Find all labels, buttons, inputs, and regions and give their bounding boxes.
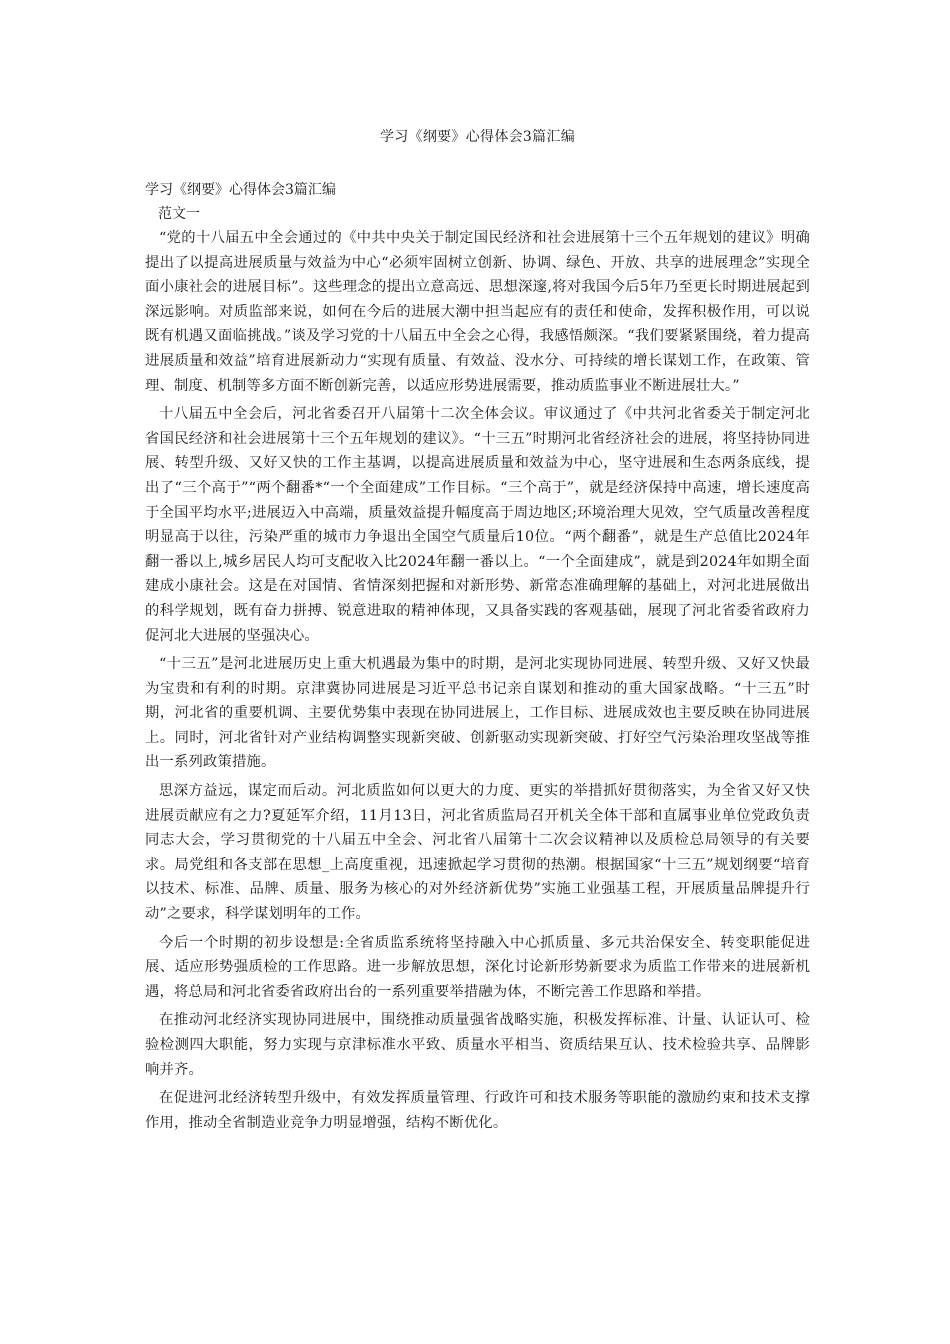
document-body	[145, 226, 810, 1139]
document-title: 学习《纲要》心得体会3篇汇编	[379, 129, 576, 145]
paragraph: “十三五”是河北进展历史上重大机遇最为集中的时期，是河北实现协同进展、转型升级、又好又快最为宝贵和有利的时期。京津冀协同进展是习近平总书记亲自谋划和推动的重大国家战略。“十三五”时期，河北省的重要机调、主要优势集中表现在协同进展上，工作目标、进展成效也主要反映在协同进展上。同时，河北省针对产业结构调整实现新突破、创新驱动实现新突破、打好空气污染治理攻坚战等推出一系列政策措施。	[145, 656, 810, 771]
section-label: 范文一	[158, 206, 200, 222]
paragraph: 在推动河北经济实现协同进展中，围绕推动质量强省战略实施，积极发挥标准、计量、认证认可、检验检测四大职能，努力实现与京津标准水平致、质量水平相当、资质结果互认、技术检验共享、品牌影响并齐。	[145, 1012, 810, 1078]
document-subtitle: 学习《纲要》心得体会3篇汇编	[145, 182, 336, 198]
paragraph: 思深方益远，谋定而后动。河北质监如何以更大的力度、更实的举措抓好贯彻落实，为全省又好又快进展贡献应有之力?夏延军介绍，11月13日，河北省质监局召开机关全体干部和直属事业单位党政负责同志大会，学习贯彻党的十八届五中全会、河北省八届第十二次会议精神以及质检总局领导的有关要求。局党组和各支部在思想_上高度重视，迅速掀起学习贯彻的热潮。根据国家“十三五”规划纲要“培育以技术、标准、品牌、质量、服务为核心的对外经济新优势”实施工业强基工程，开展质量品牌提升行动”之要求，科学谋划明年的工作。	[145, 783, 810, 923]
paragraph: 在促进河北经济转型升级中，有效发挥质量管理、行政许可和技术服务等职能的激励约束和技术支撑作用，推动全省制造业竞争力明显增强，结构不断优化。	[145, 1090, 810, 1131]
paragraph: 十八届五中全会后，河北省委召开八届第十二次全体会议。审议通过了《中共河北省委关于制定河北省国民经济和社会进展第十三个五年规划的建议》。“十三五”时期河北省经济社会的进展，将坚持协同进展、转型升级、又好又快的工作主基调，以提高进展质量和效益为中心，坚守进展和生态两条底线，提出了“三个高于”“两个翻番*“一个全面建成”工作目标。“三个高于”，就是经济保持中高速，增长速度高于全国平均水平;进展迈入中高端，质量效益提升幅度高于周边地区;环境治理大见效，空气质量改善程度明显高于以往，污染严重的城市力争退出全国空气质量后10位。“两个翻番”，就是生产总值比2024年翻一番以上,城乡居民人均可支配收入比2024年翻一番以上。“一个全面建成”，就是到2024年如期全面建成小康社会。这是在对国情、省情深刻把握和对新形势、新常态准确理解的基础上，对河北进展做出的科学规划，既有奋力拼搏、锐意进取的精神体现，又具备实践的客观基础，展现了河北省委省政府力促河北大进展的坚强决心。	[145, 406, 810, 644]
paragraph: “党的十八届五中全会通过的《中共中央关于制定国民经济和社会进展第十三个五年规划的建议》明确提出了以提高进展质量与效益为中心“必须牢固树立创新、协调、绿色、开放、共享的进展理念”实现全面小康社会的进展目标”。这些理念的提出立意高远、思想深邃,将对我国今后5年乃至更长时期进展起到深远影响。对质监部来说，如何在今后的进展大潮中担当起应有的责任和使命，发挥积极作用，可以说既有机遇又面临挑战。”谈及学习党的十八届五中全会之心得，我感悟颇深。“我们要紧紧围绕，着力提高进展质量和效益”培育进展新动力“实现有质量、有效益、没水分、可持续的增长谋划工作，在政策、管理、制度、机制等多方面不断创新完善，以适应形势进展需要，推动质监事业不断进展壮大。”	[145, 230, 810, 394]
paragraph: 今后一个时期的初步设想是:全省质监系统将坚持融入中心抓质量、多元共治保安全、转变职能促进展、适应形势强质检的工作思路。进一步解放思想，深化讨论新形势新要求为质监工作带来的进展新机遇，将总局和河北省委省政府出台的一系列重要举措融为体，不断完善工作思路和举措。	[145, 934, 810, 1000]
